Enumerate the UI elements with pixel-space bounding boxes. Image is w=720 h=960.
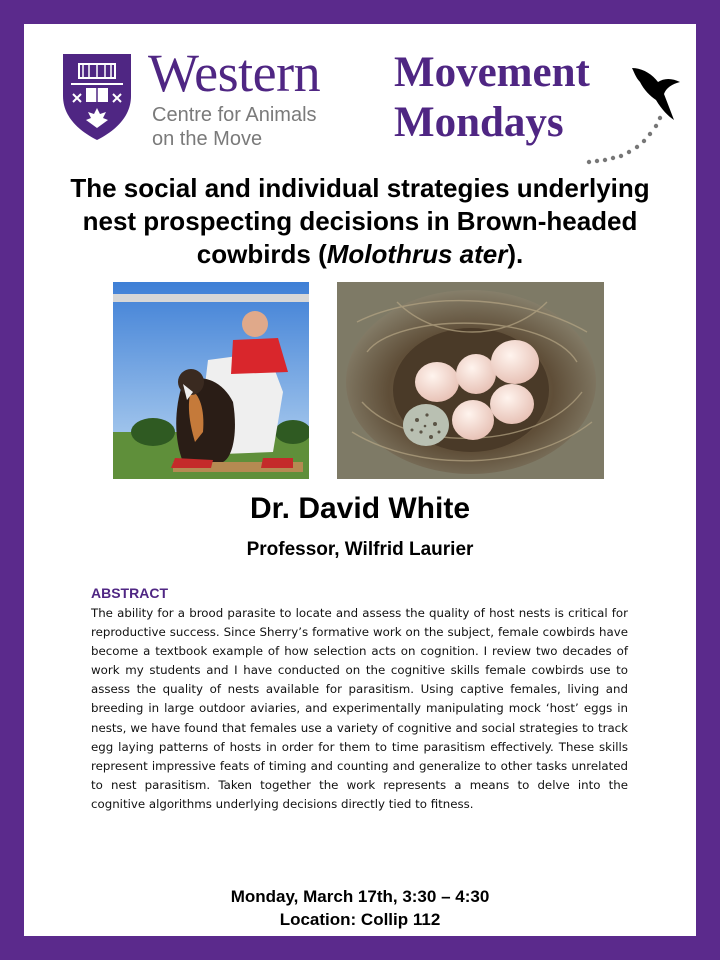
talk-title <box>44 172 676 271</box>
speaker-name: Dr. David White <box>249 492 471 525</box>
event-location: Location: Collip 112 <box>279 910 441 929</box>
western-crest-logo <box>61 52 133 142</box>
series-title-line2: Mondays <box>394 99 564 146</box>
event-date-time: Monday, March 17th, 3:30 – 4:30 <box>230 887 490 906</box>
talk-title-end: ). <box>507 239 524 269</box>
speaker-photo <box>113 282 309 479</box>
species-name: Molothrus ater <box>326 239 508 269</box>
western-wordmark: Western <box>148 43 321 103</box>
centre-name <box>152 103 317 151</box>
series-title-line1: Movement <box>394 49 590 96</box>
nest-with-eggs-photo <box>337 282 604 479</box>
flying-bird-icon <box>584 60 684 170</box>
series-title <box>394 48 590 148</box>
centre-name-line2: on the Move <box>152 128 263 150</box>
talk-title-main: The social and individual strategies underlying nest prospecting decisions in Brown-headed cowbirds ( <box>70 173 650 269</box>
speaker-affiliation: Professor, Wilfrid Laurier <box>246 539 474 560</box>
abstract-heading: ABSTRACT <box>91 585 168 601</box>
centre-name-line1: Centre for Animals <box>152 104 317 126</box>
poster <box>24 24 696 936</box>
abstract-text: The ability for a brood parasite to locate and assess the quality of host nests is critical for reproductive success. Since Sherry’s formative work on the subject, female cowbirds have become a textbook example of how selection acts on cognition. I review two decades of work my students and I have conducted on the cognitive skills female cowbirds use to assess the quality of nests available for parasitism. Using captive females, living and breeding in large outdoor aviaries, and experimentally manipulating mock ‘host’ eggs in nests, we have found that females use a variety of cognitive and social strategies to track egg laying patterns of hosts in order for them to time parasitism effectively. These skills represent impressive feats of timing and counting and generalize to other tasks unrelated to nest parasitism. Taken together the work represents a means to delve into the cognitive algorithms underlying decisions directly tied to fitness. <box>91 606 628 811</box>
